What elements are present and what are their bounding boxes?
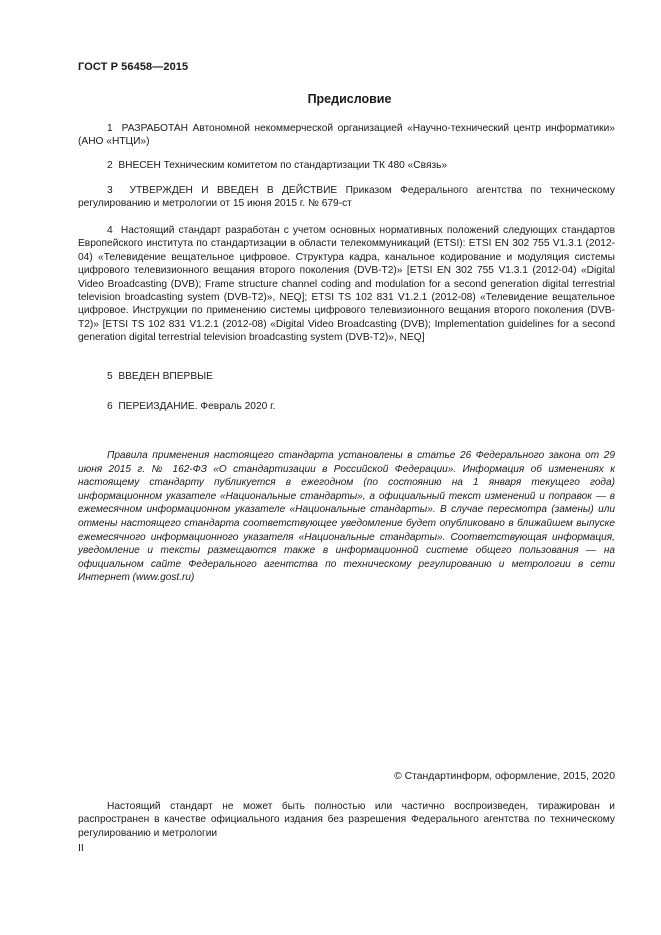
foreword-item-2: [78, 159, 615, 172]
foreword-item-6: [78, 400, 615, 413]
copyright-text: © Стандартинформ, оформление, 2015, 2020: [394, 771, 615, 782]
item-heading: РАЗРАБОТАН: [121, 123, 189, 134]
copyright-line: [394, 771, 615, 782]
application-rules-notice: Правила применения настоящего стандарта установлены в статье 26 Федерального закона от 29 июня 2015 г. № 162-ФЗ «О стандартизации в Российской Федерации». Информация об изменениях к настоящему стандарту публикуется в ежегодном (по состоянию на 1 января текущего года) информационном указателе «Национальные стандарты», а официальный текст изменений и поправок — в ежемесячном информационном указателе «Национальные стандарты». В случае пересмотра (замены) или отмены настоящего стандарта соответствующее уведомление будет опубликовано в ближайшем выпуске ежемесячного информационного указателя «Национальные стандарты». Соответствующая информация, уведомление и тексты размещаются также в информационной системе общего пользования — на официальном сайте Федерального агентства по техническому регулированию и метрологии в сети Интернет (www.gost.ru): [78, 450, 615, 584]
item-number: 4: [107, 225, 113, 236]
reproduction-notice: Настоящий стандарт не может быть полностью или частично воспроизведен, тиражирован и распространен в качестве официального издания без разрешения Федерального агентства по техническому регулированию и метрологии: [78, 801, 615, 839]
item-number: 2: [107, 160, 113, 171]
foreword-item-5: [78, 370, 615, 383]
foreword-item-3: [78, 184, 615, 211]
item-number: 5: [107, 371, 113, 382]
page-title: Предисловие: [307, 92, 392, 106]
page-number: II: [78, 842, 84, 854]
item-number: 1: [107, 123, 113, 134]
item-text: Автономной некоммерческой организацией «Научно-технический центр информатики» (АНО «НТЦИ»): [78, 123, 615, 148]
item-text: Февраль 2020 г.: [200, 401, 276, 412]
item-number: 3: [107, 185, 113, 196]
item-text: Настоящий стандарт разработан с учетом основных нормативных положений следующих стандартов Европейского института по стандартизации в области телекоммуникаций (ETSI): ETSI EN 302 755 V1.3.1 (2012-04) «Телевидение вещательное цифровое. Структура кадра, канальное кодирование и модуляция системы цифрового телевизионного вещания второго поколения (DVB-T2)» [ETSI EN 302 755 V1.3.1 (2012-04) «Digital Video Broadcasting (DVB); Frame structure channel coding and modulation for a second generation digital terrestrial television broadcasting system (DVB-T2)», NEQ]; ETSI TS 102 831 V1.2.1 (2012-08) «Телевидение вещательное цифровое. Инструкции по применению системы цифрового телевизионного вещания второго поколения (DVB-T2)» [ETSI TS 102 831 V1.2.1 (2012-08) «Digital Video Broadcasting (DVB); Implementation guidelines for a second generation digital terrestrial television broadcasting system (DVB-T2)», NEQ]: [78, 225, 616, 344]
item-heading: ВНЕСЕН: [118, 160, 161, 171]
item-text: Техническим комитетом по стандартизации ТК 480 «Связь»: [163, 160, 448, 171]
item-text: Приказом Федерального агентства по техническому регулированию и метрологии от 15 июня 2015 г. № 679-ст: [78, 185, 615, 210]
item-number: 6: [107, 401, 113, 412]
item-heading: ПЕРЕИЗДАНИЕ.: [118, 401, 198, 412]
foreword-item-4: [78, 224, 615, 345]
item-heading: ВВЕДЕН ВПЕРВЫЕ: [118, 371, 213, 382]
foreword-item-1: [78, 122, 615, 149]
item-heading: УТВЕРЖДЕН И ВВЕДЕН В ДЕЙСТВИЕ: [129, 185, 338, 196]
standard-number: ГОСТ Р 56458—2015: [78, 61, 189, 73]
